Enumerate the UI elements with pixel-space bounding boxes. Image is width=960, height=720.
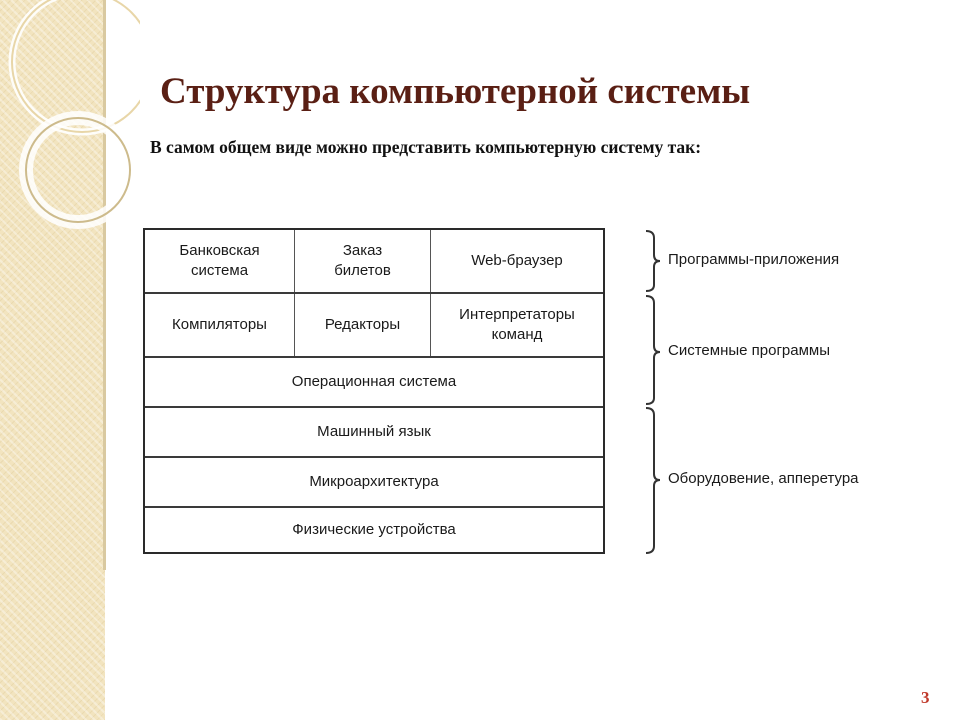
cell-banking-system: Банковская система [145, 230, 295, 292]
page-number: 3 [921, 688, 930, 707]
bracket-applications [646, 231, 660, 291]
cell-ticket-booking: Заказ билетов [295, 230, 431, 292]
cell-command-interpreters: Интерпретаторы команд [459, 306, 575, 343]
cell-microarchitecture: Микроархитектура [309, 473, 439, 490]
group-label-hardware: Оборудовение, апперетура [668, 470, 859, 487]
group-label-applications: Программы-приложения [668, 251, 840, 268]
slide-subtitle: В самом общем виде можно представить компьютерную систему так: [150, 137, 702, 157]
cell-machine-language: Машинный язык [317, 423, 431, 440]
bracket-hardware [646, 408, 660, 553]
group-label-system-programs: Системные программы [668, 342, 831, 359]
bracket-system-programs [646, 296, 660, 404]
cell-compilers: Компиляторы [145, 294, 295, 356]
slide-title: Структура компьютерной системы [160, 71, 751, 112]
cell-physical-devices: Физические устройства [292, 521, 456, 538]
cell-web-browser: Web-браузер [471, 252, 563, 269]
cell-editors: Редакторы [295, 294, 431, 356]
cell-operating-system: Операционная система [291, 373, 457, 390]
